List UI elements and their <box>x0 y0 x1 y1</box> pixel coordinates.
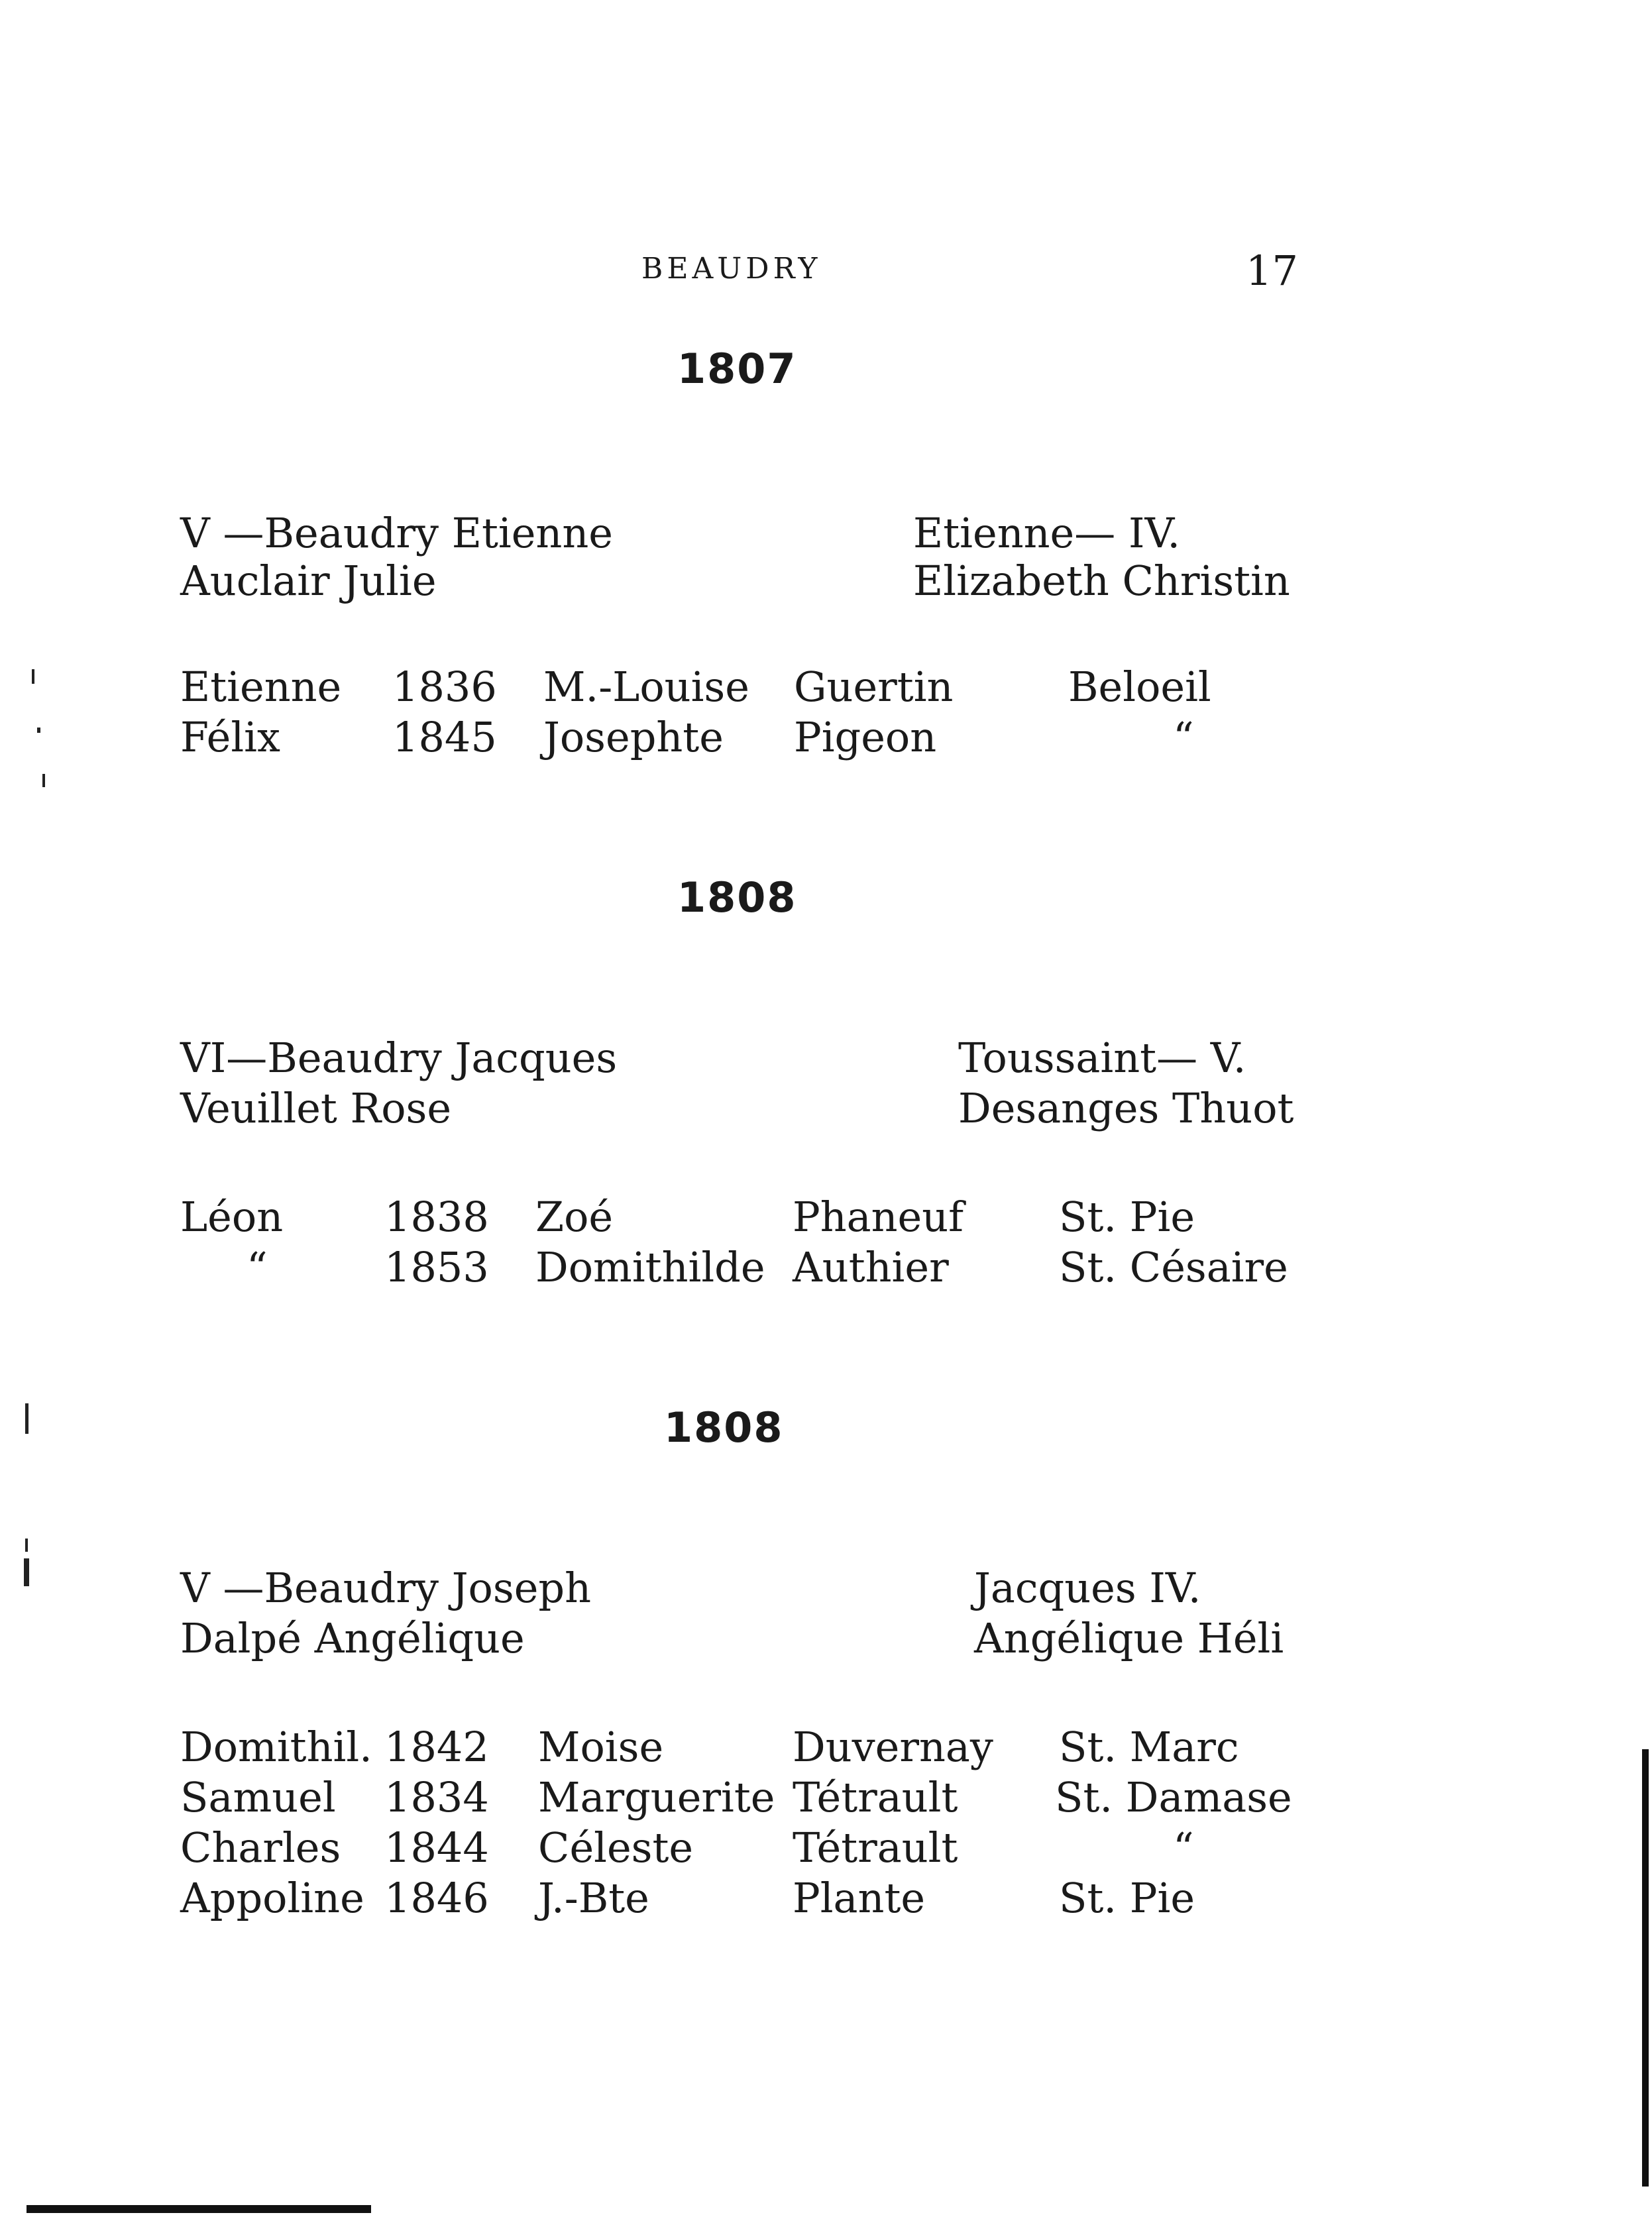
scan-speck <box>42 774 45 787</box>
parish: “ <box>1173 1823 1194 1872</box>
parish: St. Césaire <box>1059 1243 1288 1291</box>
spouse-surname: Duvernay <box>793 1723 993 1771</box>
spouse-firstname: J.-Bte <box>538 1874 649 1922</box>
section-year: 1808 <box>677 873 797 922</box>
scan-speck <box>25 1539 28 1552</box>
spouse-surname: Plante <box>793 1874 926 1922</box>
child-name: “ <box>247 1243 268 1291</box>
scan-speck <box>24 1558 29 1586</box>
parish: Beloeil <box>1068 663 1211 711</box>
child-year: 1846 <box>384 1874 489 1922</box>
scan-speck <box>25 1403 28 1434</box>
spouse-firstname: Josephte <box>543 713 724 761</box>
couple-wife: Veuillet Rose <box>180 1084 452 1132</box>
scan-speck <box>37 728 40 733</box>
scan-edge-shadow <box>1642 1749 1649 2187</box>
husband-mother: Angélique Héli <box>974 1614 1284 1662</box>
section-year: 1807 <box>677 345 797 393</box>
parish: St. Pie <box>1059 1874 1195 1922</box>
couple-husband: V —Beaudry Etienne <box>180 509 613 557</box>
parish: St. Marc <box>1059 1723 1239 1771</box>
child-year: 1834 <box>384 1773 489 1821</box>
spouse-firstname: Domithilde <box>535 1243 765 1291</box>
husband-parents: Jacques IV. <box>974 1564 1201 1612</box>
husband-mother: Desanges Thuot <box>958 1084 1294 1132</box>
child-name: Félix <box>180 713 280 761</box>
spouse-firstname: Zoé <box>535 1193 614 1241</box>
child-year: 1838 <box>384 1193 489 1241</box>
parish: St. Pie <box>1059 1193 1195 1241</box>
spouse-surname: Tétrault <box>793 1823 958 1872</box>
section-year: 1808 <box>664 1403 784 1452</box>
child-name: Appoline <box>180 1874 364 1922</box>
spouse-firstname: Moise <box>538 1723 664 1771</box>
child-year: 1836 <box>392 663 497 711</box>
spouse-surname: Pigeon <box>794 713 937 761</box>
couple-wife: Auclair Julie <box>180 557 437 605</box>
child-name: Charles <box>180 1823 341 1872</box>
spouse-firstname: Céleste <box>538 1823 694 1872</box>
parish: “ <box>1173 713 1194 761</box>
husband-parents: Toussaint— V. <box>958 1034 1246 1082</box>
couple-husband: VI—Beaudry Jacques <box>180 1034 618 1082</box>
child-year: 1853 <box>384 1243 489 1291</box>
couple-husband: V —Beaudry Joseph <box>180 1564 591 1612</box>
child-year: 1844 <box>384 1823 489 1872</box>
child-name: Samuel <box>180 1773 336 1821</box>
child-year: 1842 <box>384 1723 489 1771</box>
spouse-firstname: M.-Louise <box>543 663 749 711</box>
scan-speck <box>32 669 34 684</box>
spouse-surname: Guertin <box>794 663 954 711</box>
spouse-surname: Phaneuf <box>793 1193 964 1241</box>
page-number: 17 <box>1246 246 1298 295</box>
scan-bottom-rule <box>27 2205 371 2213</box>
spouse-surname: Authier <box>793 1243 949 1291</box>
child-name: Etienne <box>180 663 342 711</box>
child-name: Léon <box>180 1193 284 1241</box>
spouse-firstname: Marguerite <box>538 1773 775 1821</box>
spouse-surname: Tétrault <box>793 1773 958 1821</box>
couple-wife: Dalpé Angélique <box>180 1614 525 1662</box>
parish: St. Damase <box>1055 1773 1292 1821</box>
running-head: BEAUDRY <box>641 252 822 286</box>
child-name: Domithil. <box>180 1723 372 1771</box>
husband-mother: Elizabeth Christin <box>913 557 1290 605</box>
child-year: 1845 <box>392 713 497 761</box>
husband-parents: Etienne— IV. <box>913 509 1181 557</box>
